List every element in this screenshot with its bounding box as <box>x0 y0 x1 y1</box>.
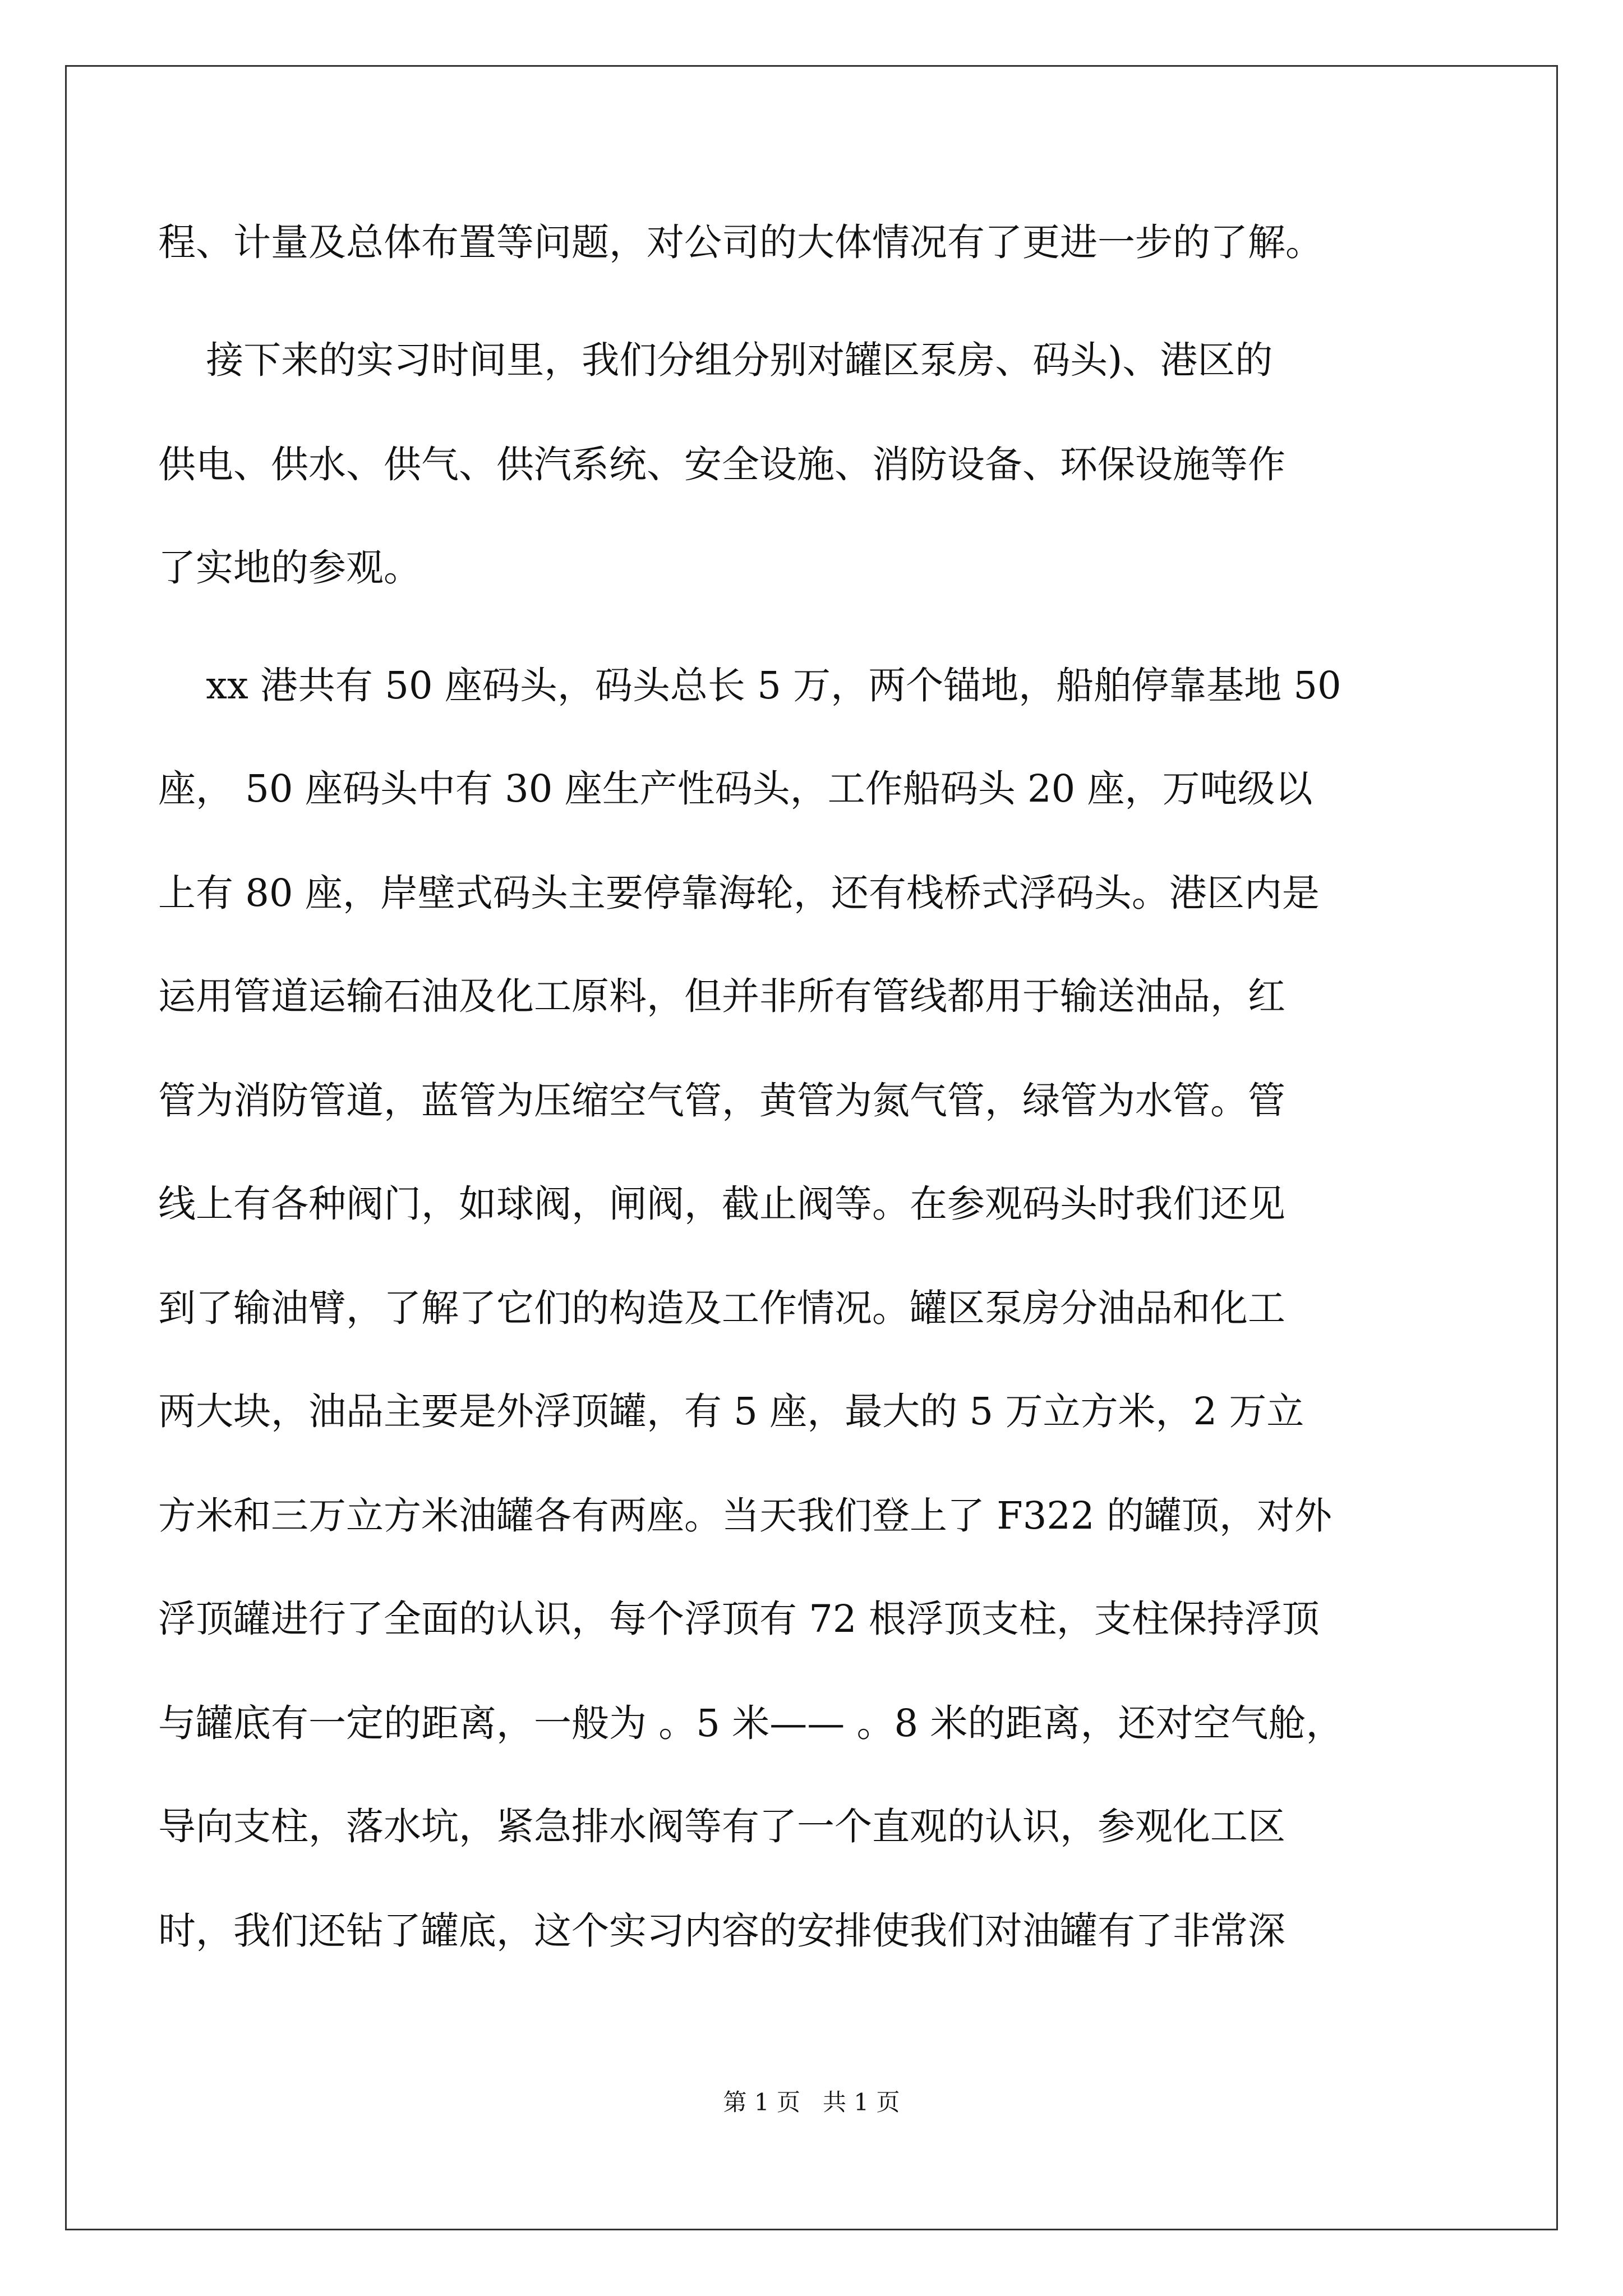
body-text-line: 供电、供水、供气、供汽系统、安全设施、消防设备、环保设施等作 <box>158 443 1285 486</box>
body-text-line: 两大块，油品主要是外浮顶罐，有 5 座，最大的 5 万立方米，2 万立 <box>158 1389 1304 1433</box>
body-text-line: 线上有各种阀门，如球阀，闸阀，截止阀等。在参观码头时我们还见 <box>158 1182 1285 1226</box>
body-text-line: 上有 80 座，岸壁式码头主要停靠海轮，还有栈桥式浮码头。港区内是 <box>158 871 1320 915</box>
body-text-line: 程、计量及总体布置等问题，对公司的大体情况有了更进一步的了解。 <box>158 220 1323 264</box>
body-text-line: 座， 50 座码头中有 30 座生产性码头，工作船码头 20 座，万吨级以 <box>158 767 1313 811</box>
body-text-line: 时，我们还钻了罐底，这个实习内容的安排使我们对油罐有了非常深 <box>158 1909 1285 1953</box>
body-text-line: 导向支柱，落水坑，紧急排水阀等有了一个直观的认识，参观化工区 <box>158 1805 1285 1848</box>
body-text-line: 与罐底有一定的距离，一般为 。5 米—— 。8 米的距离，还对空气舱， <box>158 1701 1344 1745</box>
body-text-line: 到了输油臂，了解了它们的构造及工作情况。罐区泵房分油品和化工 <box>158 1286 1285 1330</box>
body-text-line: 运用管道运输石油及化工原料，但并非所有管线都用于输送油品，红 <box>158 974 1285 1018</box>
body-text-line: 管为消防管道，蓝管为压缩空气管，黄管为氮气管，绿管为水管。管 <box>158 1079 1285 1122</box>
body-text-line: 方米和三万立方米油罐各有两座。当天我们登上了 F322 的罐顶，对外 <box>158 1494 1332 1538</box>
page-border <box>65 65 1558 2230</box>
page-number-footer: 第 1 页 共 1 页 <box>723 2088 900 2116</box>
body-text-line: 了实地的参观。 <box>158 546 421 590</box>
body-text-line: xx 港共有 50 座码头，码头总长 5 万，两个锚地，船舶停靠基地 50 <box>158 664 1341 707</box>
body-text-line: 浮顶罐进行了全面的认识，每个浮顶有 72 根浮顶支柱，支柱保持浮顶 <box>158 1597 1320 1641</box>
body-text-line: 接下来的实习时间里，我们分组分别对罐区泵房、码头)、港区的 <box>158 338 1273 382</box>
